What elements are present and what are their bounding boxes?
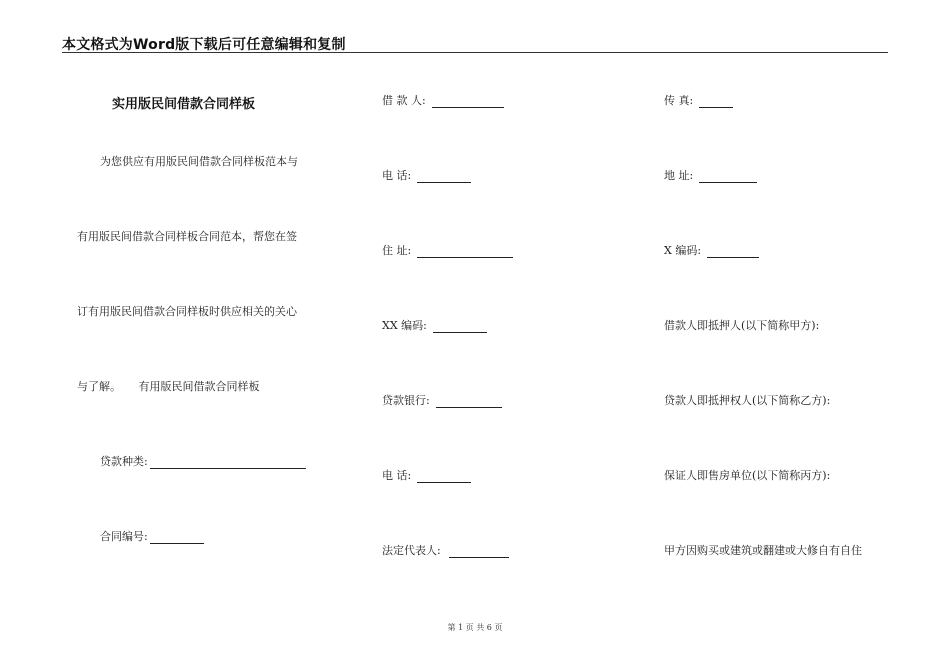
loan-type-label: 贷款种类:	[100, 455, 148, 468]
xx-code-label: XX 编码:	[382, 319, 427, 332]
borrower-label: 借 款 人:	[382, 94, 426, 107]
intro-line-1: 为您供应有用版民间借款合同样板范本与	[100, 155, 298, 168]
x-code-field	[664, 244, 759, 258]
intro-line-2: 有用版民间借款合同样板合同范本，帮您在签	[77, 230, 297, 243]
fax-label: 传 真:	[664, 94, 694, 107]
intro-line-4: 与了解。 有用版民间借款合同样板	[77, 380, 260, 393]
phone2-blank	[417, 472, 471, 483]
fax-blank	[699, 97, 733, 108]
header-rule	[62, 52, 888, 53]
address2-blank	[699, 172, 757, 183]
party-b-line: 贷款人即抵押权人(以下简称乙方):	[664, 394, 831, 407]
legal-rep-blank	[449, 547, 509, 558]
phone1-label: 电 话:	[382, 169, 412, 182]
phone1-field	[382, 169, 471, 183]
address-field	[382, 244, 513, 258]
borrower-field	[382, 94, 504, 108]
contract-no-label: 合同编号:	[100, 530, 148, 543]
x-code-blank	[707, 247, 759, 258]
page-footer: 第 1 页 共 6 页	[447, 623, 503, 632]
xx-code-blank	[433, 322, 487, 333]
address2-field	[664, 169, 757, 183]
address-blank	[417, 247, 513, 258]
contract-no-blank	[150, 533, 204, 544]
download-banner: 本文格式为Word版下载后可任意编辑和复制	[62, 37, 346, 53]
party-c-line: 保证人即售房单位(以下简称丙方):	[664, 469, 831, 482]
address2-label: 地 址:	[664, 169, 694, 182]
lending-bank-field	[382, 394, 502, 408]
phone1-blank	[417, 172, 471, 183]
intro-line-3: 订有用版民间借款合同样板时供应相关的关心	[77, 305, 297, 318]
party-a-line: 借款人即抵押人(以下简称甲方):	[664, 319, 820, 332]
address-label: 住 址:	[382, 244, 412, 257]
borrower-blank	[432, 97, 504, 108]
document-title: 实用版民间借款合同样板	[112, 97, 256, 112]
lending-bank-label: 贷款银行:	[382, 394, 430, 407]
contract-no-field	[100, 530, 204, 544]
legal-rep-label: 法定代表人:	[382, 544, 441, 557]
lending-bank-blank	[436, 397, 502, 408]
loan-type-field	[100, 455, 306, 469]
xx-code-field	[382, 319, 487, 333]
phone2-field	[382, 469, 471, 483]
x-code-label: X 编码:	[664, 244, 702, 257]
legal-rep-field	[382, 544, 509, 558]
purpose-line: 甲方因购买或建筑或翻建或大修自有自住	[664, 544, 862, 557]
loan-type-blank	[150, 458, 306, 469]
fax-field	[664, 94, 733, 108]
phone2-label: 电 话:	[382, 469, 412, 482]
